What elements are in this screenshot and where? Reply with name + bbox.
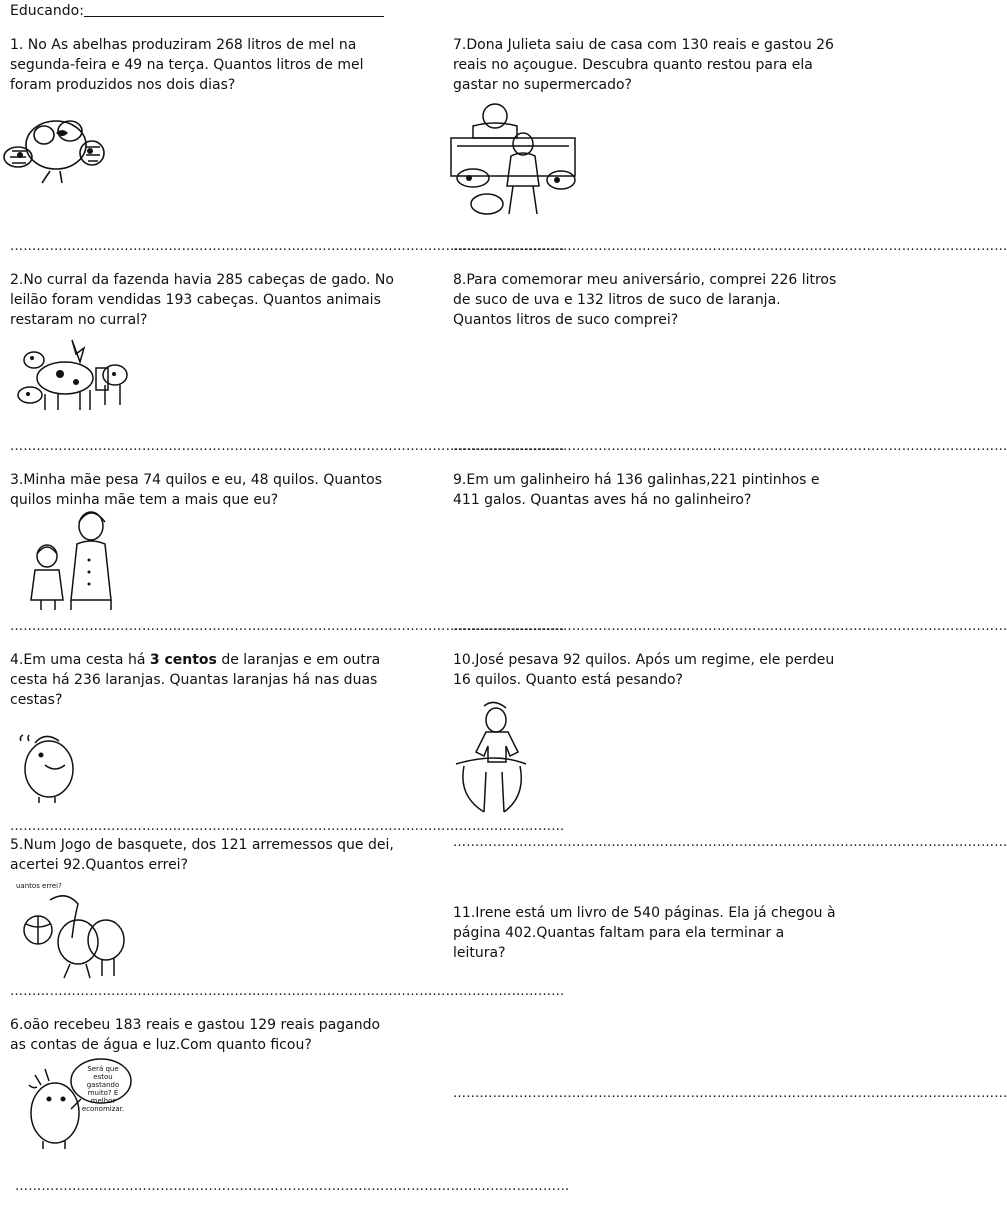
man-weight-loss-illustration bbox=[450, 700, 550, 818]
answer-line-7[interactable]: ……………………………………………………………………………………………………………… bbox=[453, 239, 1007, 254]
question-5: 5.Num Jogo de basquete, dos 121 arremessos que dei, acertei 92.Quantos errei? bbox=[10, 837, 394, 873]
farm-animals-illustration bbox=[10, 330, 135, 415]
question-11: 11.Irene está um livro de 540 páginas. Ela já chegou à página 402.Quantas faltam para ela terminar a leitura? bbox=[453, 905, 836, 961]
answer-line-9[interactable]: ……………………………………………………………………………………………………………… bbox=[453, 619, 1007, 634]
student-name-line[interactable] bbox=[84, 2, 384, 17]
thought-bubble-text: Será que estou gastando muito? É melhor economizar. bbox=[81, 1065, 125, 1113]
answer-line-6[interactable]: ……………………………………………………………………………………………………………… bbox=[15, 1179, 570, 1194]
question-4: 4.Em uma cesta há 3 centos de laranjas e em outra cesta há 236 laranjas. Quantas laranjas há nas duas cestas? bbox=[10, 652, 381, 708]
mother-daughter-illustration bbox=[25, 510, 125, 615]
question-8: 8.Para comemorar meu aniversário, comprei 226 litros de suco de uva e 132 litros de suco de laranja. Quantos litros de suco comprei? bbox=[453, 272, 837, 328]
answer-line-2[interactable]: ……………………………………………………………………………………………………………… bbox=[10, 439, 565, 454]
answer-line-1[interactable]: ……………………………………………………………………………………………………………… bbox=[10, 239, 565, 254]
answer-line-4[interactable]: ……………………………………………………………………………………………………………… bbox=[10, 819, 565, 834]
question-10: 10.José pesava 92 quilos. Após um regime, ele perdeu 16 quilos. Quanto está pesando? bbox=[453, 652, 835, 688]
character-thinking-illustration bbox=[15, 1055, 135, 1150]
student-name-field[interactable] bbox=[10, 2, 384, 20]
answer-line-8[interactable]: ……………………………………………………………………………………………………………… bbox=[453, 439, 1007, 454]
question-9: 9.Em um galinheiro há 136 galinhas,221 pintinhos e 411 galos. Quantas aves há no galinheiro? bbox=[453, 472, 820, 508]
chick-illustration bbox=[15, 725, 80, 805]
question-7: 7.Dona Julieta saiu de casa com 130 reais e gastou 26 reais no açougue. Descubra quanto restou para ela gastar no supermercado? bbox=[453, 37, 834, 93]
question-3: 3.Minha mãe pesa 74 quilos e eu, 48 quilos. Quantos quilos minha mãe tem a mais que eu? bbox=[10, 472, 383, 508]
question-2: 2.No curral da fazenda havia 285 cabeças de gado. No leilão foram vendidas 193 cabeças. Quantos animais restaram no curral? bbox=[10, 272, 394, 328]
student-name-label: Educando: bbox=[10, 3, 84, 19]
answer-line-3[interactable]: ……………………………………………………………………………………………………………… bbox=[10, 619, 565, 634]
answer-line-11[interactable]: ……………………………………………………………………………………………………………… bbox=[453, 1086, 1007, 1101]
question-4-emphasis: 3 centos bbox=[149, 652, 217, 668]
question-1: 1. No As abelhas produziram 268 litros de mel na segunda-feira e 49 na terça. Quantos litros de mel foram produzidos nos dois dias? bbox=[10, 37, 364, 93]
butcher-shop-illustration bbox=[443, 100, 583, 220]
answer-line-5[interactable]: ……………………………………………………………………………………………………………… bbox=[10, 984, 565, 999]
answer-line-10[interactable]: ……………………………………………………………………………………………………………… bbox=[453, 835, 1007, 850]
speech-bubble-text: uantos errei? bbox=[16, 882, 62, 890]
bees-illustration bbox=[0, 105, 112, 190]
basketball-player-illustration bbox=[10, 880, 135, 980]
question-6: 6.oão recebeu 183 reais e gastou 129 reais pagando as contas de água e luz.Com quanto ficou? bbox=[10, 1017, 381, 1053]
